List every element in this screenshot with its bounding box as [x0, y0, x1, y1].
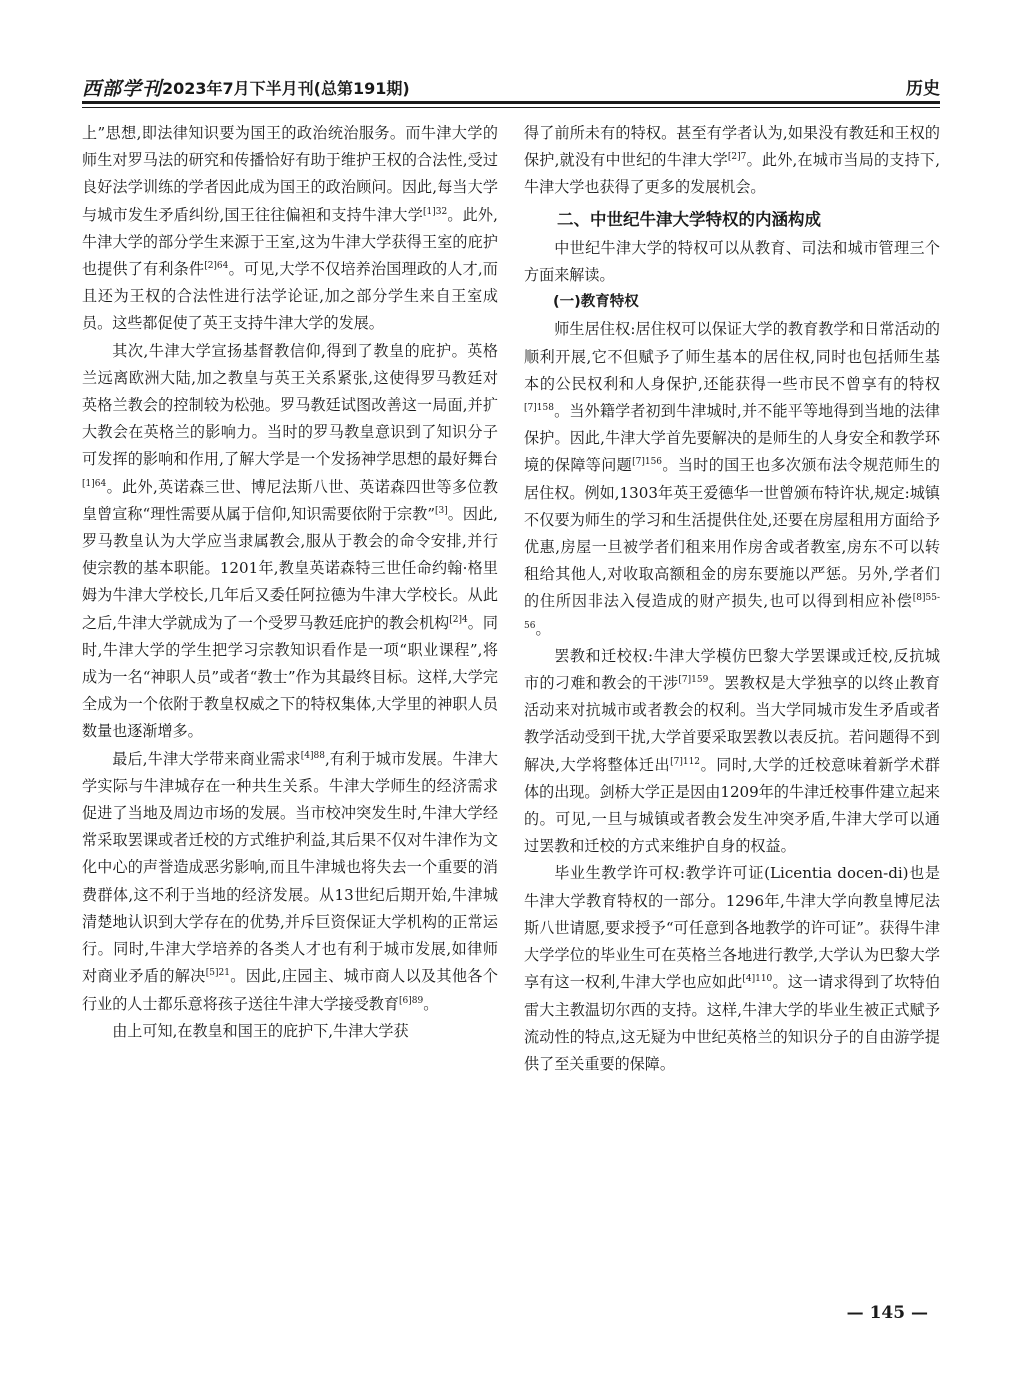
body-paragraph	[524, 860, 940, 1078]
citation-reference: [8]55-56	[524, 593, 940, 631]
issue-info: 2023年7月下半月刊(总第191期)	[162, 79, 410, 98]
text-run: 上”思想,即法律知识要为国王的政治统治服务。而牛津大学的师生对罗马法的研究和传播恰好有助于维护王权的合法性,受过良好法学训练的学者因此成为国王的政治顾问。因此,每当大学与城市发生矛盾纠纷,国王往往偏袒和支持牛津大学	[82, 124, 498, 224]
text-run: 由上可知,在教皇和国王的庇护下,牛津大学获	[112, 1021, 409, 1040]
citation-reference: [6]89	[398, 995, 424, 1006]
text-run: 其次,牛津大学宣扬基督教信仰,得到了教皇的庇护。英格兰远离欧洲大陆,加之教皇与英王关系紧张,这使得罗马教廷对英格兰教会的控制较为松弛。罗马教廷试图改善这一局面,并扩大教会在英格兰的影响力。当时的罗马教皇意识到了知识分子可发挥的影响和作用,了解大学是一个发扬神学思想的最好舞台	[82, 341, 498, 469]
citation-reference: [4]110	[742, 974, 773, 985]
citation-reference: [5]21	[205, 968, 230, 979]
citation-reference: [1]32	[422, 206, 448, 217]
text-run: 。此外,牛津大学的部分学生来源于王室,这为牛津大学获得王室的庇护也提供了有利条件	[82, 205, 498, 279]
body-paragraph	[524, 235, 940, 289]
body-paragraph	[82, 338, 498, 746]
citation-reference: [4]88	[300, 750, 325, 761]
text-run: 。可见,大学不仅培养治国理政的人才,而且还为王权的合法性进行法学论证,加之部分学生来自王室成员。这些都促使了英王支持牛津大学的发展。	[82, 260, 498, 333]
text-run: 。	[535, 619, 551, 638]
citation-reference: [7]158	[524, 403, 554, 413]
text-run: 。因此,庄园主、城市商人以及其他各个行业的人士都乐意将孩子送往牛津大学接受教育	[82, 967, 498, 1013]
journal-logo: 西部学刊	[82, 78, 163, 100]
citation-reference: [2]7	[727, 152, 747, 163]
running-header	[82, 70, 940, 102]
text-run: 。此外,在城市当局的支持下,牛津大学也获得了更多的发展机会。	[524, 151, 940, 197]
text-run: (一)教育特权	[553, 294, 639, 311]
text-run: 二、中世纪牛津大学特权的内涵构成	[557, 209, 821, 229]
text-run: 最后,牛津大学带来商业需求	[112, 749, 301, 768]
text-run: 中世纪牛津大学的特权可以从教育、司法和城市管理三个方面来解读。	[524, 238, 940, 285]
text-run: 。	[423, 994, 439, 1013]
citation-reference: [1]64	[82, 478, 107, 489]
body-paragraph	[524, 120, 940, 202]
citation-reference: [3]	[435, 505, 448, 516]
text-run: 罢教和迁校权:牛津大学模仿巴黎大学罢课或迁校,反抗城市的刁难和教会的干涉	[524, 646, 940, 693]
citation-reference: [7]156	[632, 457, 663, 468]
text-run: 得了前所未有的特权。甚至有学者认为,如果没有教廷和王权的保护,就没有中世纪的牛津大学	[524, 124, 940, 170]
citation-reference: [7]112	[670, 756, 701, 767]
text-run: 。同时,牛津大学的学生把学习宗教知识看作是一项“职业课程”,将成为一名“神职人员”或者“教士”作为其最终目标。这样,大学完全成为一个依附于教皇权威之下的特权集体,大学里的神职人员数量也逐渐增多。	[82, 613, 498, 741]
body-paragraph	[82, 1018, 498, 1045]
right-text-column	[524, 120, 940, 1078]
citation-reference: [2]64	[204, 260, 229, 271]
body-paragraph	[524, 643, 940, 861]
text-run: 。同时,大学的迁校意味着新学术群体的出现。剑桥大学正是因由1209年的牛津迁校事件建立起来的。可见,一旦与城镇或者教会发生冲突矛盾,牛津大学可以通过罢教和迁校的方式来维护自身的权益。	[524, 755, 940, 856]
text-run: 。此外,英诺森三世、博尼法斯八世、英诺森四世等多位教皇曾宣称“理性需要从属于信仰,知识需要依附于宗教”	[82, 477, 498, 523]
text-run: 师生居住权:居住权可以保证大学的教育教学和日常活动的顺利开展,它不但赋予了师生基本的居住权,同时也包括师生基本的公民权利和人身保护,还能获得一些市民不曾享有的特权	[524, 320, 940, 393]
citation-reference: [7]159	[678, 675, 709, 686]
text-run: 。这一请求得到了坎特伯雷大主教温切尔西的支持。这样,牛津大学的毕业生被正式赋予流动性的特点,这无疑为中世纪英格兰的知识分子的自由游学提供了至关重要的保障。	[524, 973, 940, 1073]
text-run: 。当外籍学者初到牛津城时,并不能平等地得到当地的法律保护。因此,牛津大学首先要解决的是师生的人身安全和教学环境的保障等问题	[524, 402, 940, 475]
subsection-heading	[524, 289, 940, 316]
text-run: ,有利于城市发展。牛津大学实际与牛津城存在一种共生关系。牛津大学师生的经济需求促进了当地及周边市场的发展。当市校冲突发生时,牛津大学经常采取罢课或者迁校的方式维护利益,其后果不仅对牛津作为文化中心的声誉造成恶劣影响,而且牛津城也将失去一个重要的消费群体,这不利于当地的经济发展。从13世纪后期开始,牛津城清楚地认识到大学存在的优势,并斥巨资保证大学机构的正常运行。同时,牛津大学培养的各类人才也有利于城市发展,如律师对商业矛盾的解决	[82, 749, 498, 986]
section-heading	[524, 206, 940, 233]
left-text-column	[82, 120, 498, 1045]
text-run: 毕业生教学许可权:教学许可证(Licentia docen-di)也是牛津大学教育特权的一部分。1296年,牛津大学向教皇博尼法斯八世请愿,要求授予“可任意到各地教学的许可证”。获得牛津大学学位的毕业生可在英格兰各地进行教学,大学认为巴黎大学享有这一权利,牛津大学也应如此	[524, 864, 940, 992]
page-number: — 145 —	[846, 1303, 928, 1323]
citation-reference: [2]4	[449, 614, 468, 625]
body-paragraph	[82, 746, 498, 1018]
body-paragraph	[524, 316, 940, 642]
header-rule-thick	[82, 101, 940, 104]
body-paragraph	[82, 120, 498, 338]
header-rule-thin	[82, 107, 940, 108]
text-run: 。罢教权是大学独享的以终止教育活动来对抗城市或者教会的权利。当大学同城市发生矛盾或者教学活动受到干扰,大学首要采取罢教以表反抗。若问题得不到解决,大学将整体迁出	[524, 674, 940, 774]
text-run: 。因此,罗马教皇认为大学应当隶属教会,服从于教会的命令安排,并行使宗教的基本职能。1201年,教皇英诺森特三世任命约翰·格里姆为牛津大学校长,几年后又委任阿拉德为牛津大学校长。从此之后,牛津大学就成为了一个受罗马教廷庇护的教会机构	[82, 504, 498, 632]
section-name: 历史	[906, 79, 940, 99]
text-run: 。当时的国王也多次颁布法令规范师生的居住权。例如,1303年英王爱德华一世曾颁布特许状,规定:城镇不仅要为师生的学习和生活提供住处,还要在房屋租用方面给予优惠,房屋一旦被学者们租来用作房舍或者教室,房东不可以转租给其他人,对收取高额租金的房东要施以严惩。另外,学者们的住所因非法入侵造成的财产损失,也可以得到相应补偿	[524, 456, 940, 611]
